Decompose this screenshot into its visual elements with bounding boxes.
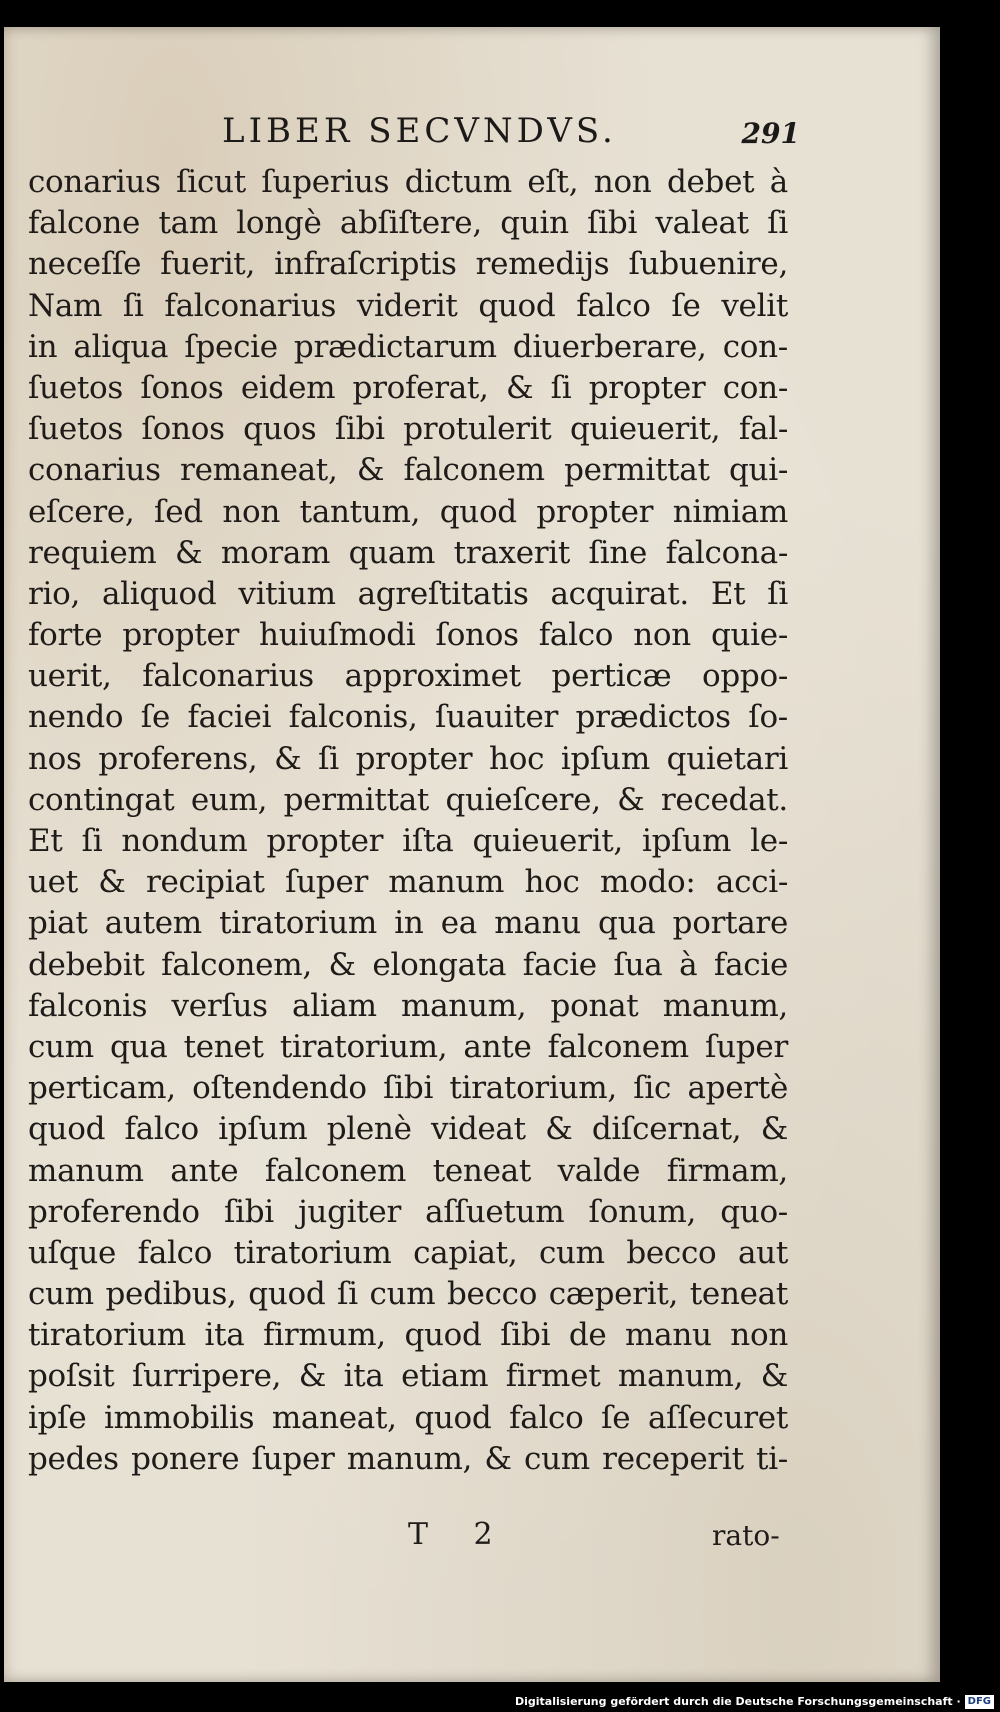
dfg-logo: DFG [965,1695,994,1709]
page-number: 291 [741,117,800,150]
text-line: uet & recipiat ſuper manum hoc modo: acci- [28,864,788,901]
text-line: falcone tam longè abſiſtere, quin ſibi valeat ſi [28,205,788,242]
text-line: Et ſi nondum propter iſta quieuerit, ipſum le- [28,823,788,859]
catchword: rato- [712,1519,780,1552]
text-line: cum pedibus, quod ſi cum becco cæperit, teneat [28,1276,788,1313]
text-line: pedes ponere ſuper manum, & cum receperit ti- [28,1440,788,1477]
text-line: neceſſe fuerit, infraſcriptis remedijs ſubuenire, [28,246,788,283]
text-line: in aliqua ſpecie prædictarum diuerberare, con- [28,328,788,365]
text-line: debebit falconem, & elongata facie ſua à facie [28,946,788,983]
text-line: eſcere, ſed non tantum, quod propter nimiam [28,493,788,530]
credit-text: Digitalisierung gefördert durch die Deutsche Forschungsgemeinschaft · [514,1695,961,1708]
body-text [28,162,798,1480]
text-line: tiratorium ita firmum, quod ſibi de manu non [28,1317,788,1354]
text-line: poſsit ſurripere, & ita etiam firmet manum, & [28,1358,788,1395]
text-line: conarius ſicut ſuperius dictum eſt, non debet à [28,164,788,200]
digitization-credit [515,1692,1000,1712]
text-line: falconis verſus aliam manum, ponat manum, [28,987,788,1024]
text-line: forte propter huiuſmodi ſonos falco non quie- [28,617,788,654]
text-line: ipſe immobilis maneat, quod falco ſe aſſecuret [28,1399,788,1436]
text-line: perticam, oſtendendo ſibi tiratorium, ſic apertè [28,1070,788,1107]
text-line: nendo ſe faciei falconis, ſuauiter prædictos ſo- [28,699,788,736]
text-line: manum ante falconem teneat valde firmam, [28,1152,788,1189]
text-line: ſuetos ſonos quos ſibi protulerit quieuerit, fal- [28,411,788,448]
text-line: cum qua tenet tiratorium, ante falconem ſuper [28,1028,788,1065]
text-line: proferendo ſibi jugiter aſſuetum ſonum, quo- [28,1193,788,1230]
text-line: contingat eum, permittat quieſcere, & recedat. [28,781,788,818]
text-line: nos proferens, & ſi propter hoc ipſum quietari [28,740,788,777]
book-page [4,27,940,1682]
text-line: uſque falco tiratorium capiat, cum becco aut [28,1234,788,1271]
text-line: conarius remaneat, & falconem permittat qui- [28,452,788,489]
text-line: quod falco ipſum plenè videat & diſcernat, & [28,1111,788,1148]
text-line: uerit, falconarius approximet perticæ oppo- [28,658,788,695]
running-title: LIBER SECVNDVS. [222,111,617,151]
page-footer [4,1517,940,1557]
text-line: requiem & moram quam traxerit ſine falcona- [28,534,788,571]
signature-mark: T 2 [408,1517,511,1552]
text-line: rio, aliquod vitium agreſtitatis acquirat. Et ſi [28,575,788,612]
page-header [4,111,940,157]
text-line: piat autem tiratorium in ea manu qua portare [28,905,788,942]
text-line: ſuetos ſonos eidem proferat, & ſi propter con- [28,369,788,406]
text-line: Nam ſi falconarius viderit quod falco ſe velit [28,287,788,324]
